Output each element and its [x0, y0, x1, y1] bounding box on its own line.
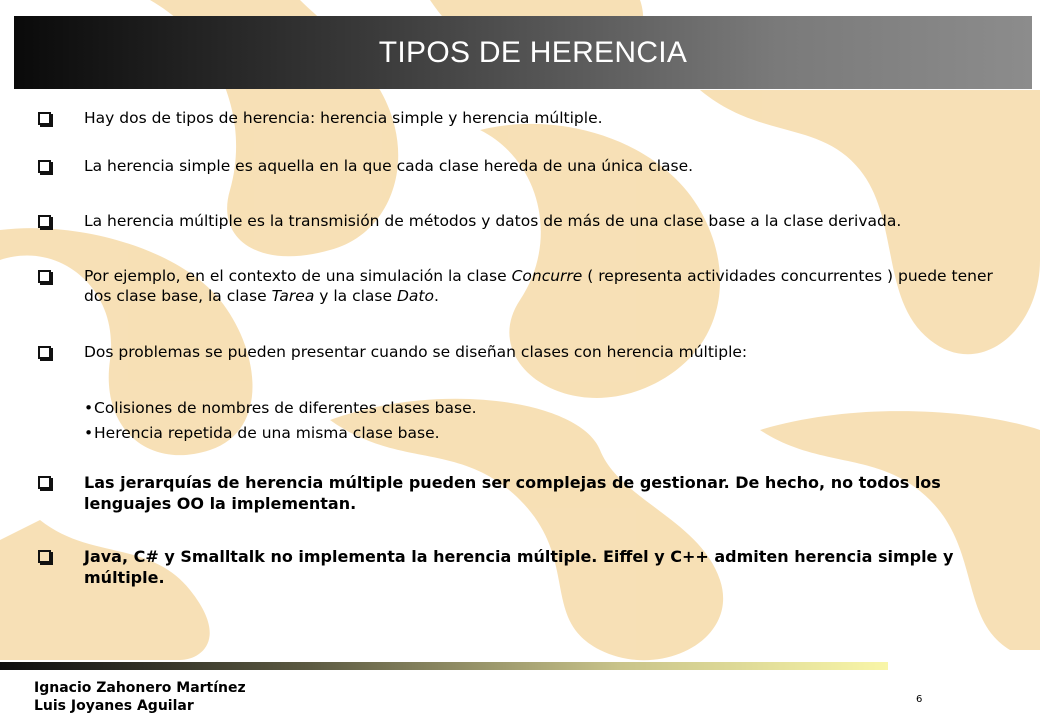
- footer-author-2: Luis Joyanes Aguilar: [34, 698, 194, 714]
- bullet-item: [38, 342, 1008, 359]
- bullet-text: Por ejemplo, en el contexto de una simulación la clase Concurre ( representa actividades concurrentes ) puede tener dos clase base, la clase Tarea y la clase Dato.: [84, 267, 993, 305]
- bullet-text: La herencia simple es aquella en la que cada clase hereda de una única clase.: [84, 157, 694, 175]
- checkbox-bullet-icon: [38, 160, 51, 173]
- footer-author-1: Ignacio Zahonero Martínez: [34, 680, 246, 696]
- sub-bullet-dot: •: [84, 424, 94, 442]
- checkbox-bullet-icon: [38, 476, 51, 489]
- bullet-item: [38, 472, 1008, 513]
- slide-title: TIPOS DE HERENCIA: [378, 35, 688, 69]
- checkbox-bullet-icon: [38, 112, 51, 125]
- checkbox-bullet-icon: [38, 550, 51, 563]
- sub-bullet-text: Herencia repetida de una misma clase base.: [94, 424, 440, 442]
- bullet-text: Dos problemas se pueden presentar cuando se diseñan clases con herencia múltiple:: [84, 343, 748, 361]
- checkbox-bullet-icon: [38, 215, 51, 228]
- title-bar: [14, 16, 1032, 89]
- bullet-item: [38, 546, 1008, 587]
- bullet-item: [38, 156, 1008, 173]
- bullet-item: [38, 211, 1008, 228]
- sub-bullet-item: [84, 423, 440, 443]
- bullet-text: Java, C# y Smalltalk no implementa la herencia múltiple. Eiffel y C++ admiten herencia simple y múltiple.: [84, 547, 954, 587]
- page-number: 6: [916, 694, 923, 705]
- bullet-item: [38, 108, 1008, 125]
- sub-bullet-dot: •: [84, 399, 94, 417]
- bullet-item: [38, 266, 1008, 305]
- checkbox-bullet-icon: [38, 270, 51, 283]
- bullet-text: Las jerarquías de herencia múltiple pueden ser complejas de gestionar. De hecho, no todos los lenguajes OO la implementan.: [84, 473, 941, 513]
- sub-bullet-item: [84, 398, 477, 418]
- checkbox-bullet-icon: [38, 346, 51, 359]
- sub-bullet-text: Colisiones de nombres de diferentes clases base.: [94, 399, 477, 417]
- bullet-text: Hay dos de tipos de herencia: herencia simple y herencia múltiple.: [84, 109, 603, 127]
- bullet-text: La herencia múltiple es la transmisión de métodos y datos de más de una clase base a la clase derivada.: [84, 212, 902, 230]
- footer-divider: [0, 662, 888, 670]
